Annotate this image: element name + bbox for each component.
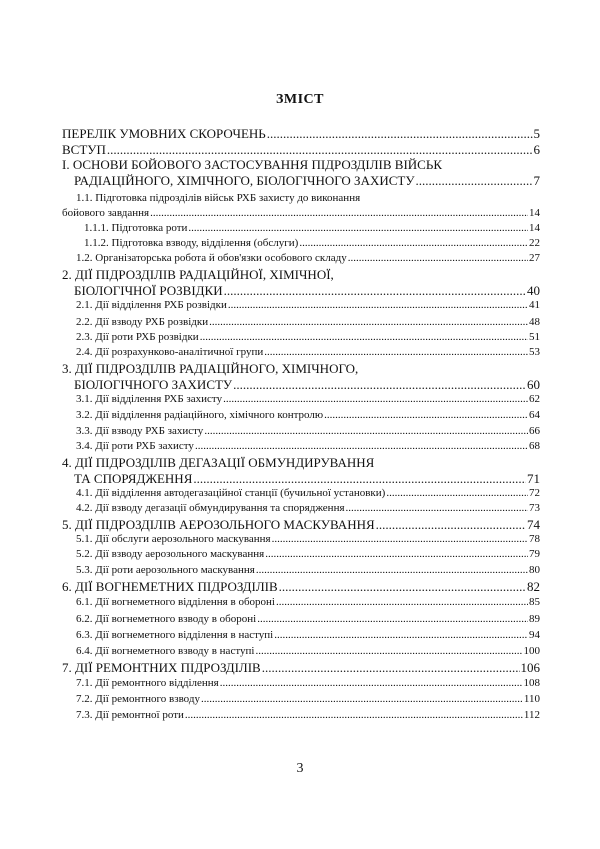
dot-leader (267, 126, 533, 142)
toc-entry-title: 1.1.2. Підготовка взводу, відділення (обслуги) (84, 237, 299, 249)
toc-entry-title: 6.1. Дії вогнеметного відділення в обороні (76, 596, 275, 608)
toc-entry (62, 331, 540, 345)
toc-entry-page: 106 (520, 660, 540, 675)
dot-leader (324, 409, 528, 421)
dot-leader (201, 693, 523, 705)
toc-entry (62, 629, 540, 643)
toc-entry-title: 7.3. Дії ремонтної роти (76, 709, 184, 721)
dot-leader (376, 517, 526, 533)
toc-entry-page: 62 (529, 393, 540, 405)
toc-entry (62, 252, 540, 266)
dot-leader (299, 237, 528, 249)
toc-entry-title: 2.2. Дії взводу РХБ розвідки (76, 316, 209, 328)
toc-entry (62, 596, 540, 610)
toc-entry-title: 3.4. Дії роти РХБ захисту (76, 440, 194, 452)
toc-entry-page: 14 (529, 207, 540, 219)
dot-leader (386, 487, 528, 499)
dot-leader (264, 346, 528, 358)
toc-entry-page: 89 (529, 613, 540, 625)
toc-entry (62, 316, 540, 330)
toc-entry-title: 5. ДІЇ ПІДРОЗДІЛІВ АЕРОЗОЛЬНОГО МАСКУВАННЯ (62, 517, 375, 532)
dot-leader (272, 533, 528, 545)
dot-leader (185, 709, 523, 721)
toc-entry (62, 393, 540, 407)
toc-entry (62, 346, 540, 360)
toc-entry-page: 73 (529, 502, 540, 514)
dot-leader (262, 660, 520, 676)
toc-entry (62, 693, 540, 707)
dot-leader (274, 629, 528, 641)
toc-entry-title: 6. ДІЇ ВОГНЕМЕТНИХ ПІДРОЗДІЛІВ (62, 579, 278, 594)
toc-entry (62, 142, 540, 156)
toc-entry (62, 237, 540, 251)
toc-entry (62, 517, 540, 531)
page-title: ЗМІСТ (276, 92, 324, 107)
toc-entry-page: 79 (529, 548, 540, 560)
toc-entry-page: 71 (527, 471, 540, 486)
toc-entry-page: 22 (529, 237, 540, 249)
toc-entry (62, 613, 540, 627)
dot-leader (416, 173, 533, 189)
dot-leader (228, 299, 528, 311)
toc-entry-title: 2.1. Дії відділення РХБ розвідки (76, 299, 227, 311)
toc-entry-title: 1.1.1. Підготовка роти (84, 222, 188, 234)
toc-entry-title: 6.4. Дії вогнеметного взводу в наступі (76, 645, 255, 657)
dot-leader (257, 613, 528, 625)
dot-leader (195, 440, 528, 452)
toc-entry-title: ВСТУП (62, 142, 106, 157)
toc-entry-title: 3.1. Дії відділення РХБ захисту (76, 393, 223, 405)
toc-entry (62, 564, 540, 578)
toc-entry-title: 3.3. Дії взводу РХБ захисту (76, 425, 204, 437)
dot-leader (255, 645, 522, 657)
toc-entry (62, 409, 540, 423)
toc-entry-title: 5.3. Дії роти аерозольного маскування (76, 564, 255, 576)
toc-entry (62, 173, 540, 187)
toc-entry (62, 677, 540, 691)
toc-entry-page: 60 (527, 377, 540, 392)
dot-leader (188, 222, 528, 234)
toc-entry (62, 645, 540, 659)
toc-entry (62, 283, 540, 297)
toc-entry (62, 126, 540, 140)
toc-entry-page: 66 (529, 425, 540, 437)
toc-entry-title: 6.3. Дії вогнеметного відділення в наступі (76, 629, 274, 641)
dot-leader (150, 207, 528, 219)
dot-leader (224, 283, 526, 299)
toc-entry-title: 5.2. Дії взводу аерозольного маскування (76, 548, 265, 560)
toc-entry-title: 6.2. Дії вогнеметного взводу в обороні (76, 613, 257, 625)
toc-entry-page: 78 (529, 533, 540, 545)
toc-entry-title-line1: 1.1. Підготовка підрозділів військ РХБ захисту до виконання (76, 192, 361, 204)
toc-entry-title: ТА СПОРЯДЖЕННЯ (74, 471, 193, 486)
toc-entry-page: 14 (529, 222, 540, 234)
toc-entry-title: ПЕРЕЛІК УМОВНИХ СКОРОЧЕНЬ (62, 126, 266, 141)
toc-entry (62, 471, 540, 485)
toc-entry-title-line1: 4. ДІЇ ПІДРОЗДІЛІВ ДЕГАЗАЦІЇ ОБМУНДИРУВАННЯ (62, 455, 375, 470)
toc-entry-title: 5.1. Дії обслуги аерозольного маскування (76, 533, 271, 545)
dot-leader (209, 316, 528, 328)
toc-entry (62, 299, 540, 313)
page-number: 3 (296, 761, 304, 776)
toc-entry (62, 502, 540, 516)
toc-entry-title: БІОЛОГІЧНОГО ЗАХИСТУ (74, 377, 233, 392)
dot-leader (346, 502, 528, 514)
toc-entry (62, 548, 540, 562)
dot-leader (233, 377, 526, 393)
toc-entry-page: 53 (529, 346, 540, 358)
toc-entry-page: 74 (527, 517, 540, 532)
dot-leader (220, 677, 523, 689)
dot-leader (256, 564, 528, 576)
toc-entry-page: 85 (529, 596, 540, 608)
toc-entry-page: 108 (523, 677, 540, 689)
toc-entry (62, 440, 540, 454)
dot-leader (107, 142, 533, 158)
toc-entry-title: бойового завдання (62, 207, 150, 219)
toc-entry-page: 112 (523, 709, 540, 721)
toc-entry-title: 7.1. Дії ремонтного відділення (76, 677, 219, 689)
toc-entry-page: 40 (527, 283, 540, 298)
toc-entry (62, 222, 540, 236)
dot-leader (276, 596, 528, 608)
toc-entry-title-line1: 3. ДІЇ ПІДРОЗДІЛІВ РАДІАЦІЙНОГО, ХІМІЧНОГО, (62, 361, 359, 376)
toc-entry-page: 64 (529, 409, 540, 421)
toc-entry (62, 709, 540, 723)
toc-entry-title: РАДІАЦІЙНОГО, ХІМІЧНОГО, БІОЛОГІЧНОГО ЗАХИСТУ (74, 173, 415, 188)
toc-entry-title: 2.4. Дії розрахунково-аналітичної групи (76, 346, 264, 358)
toc-entry-title: 7. ДІЇ РЕМОНТНИХ ПІДРОЗДІЛІВ (62, 660, 261, 675)
toc-entry-page: 7 (533, 173, 540, 188)
toc-entry-title: 4.2. Дії взводу дегазації обмундирування та спорядження (76, 502, 345, 514)
toc-entry-title: 3.2. Дії відділення радіаційного, хімічного контролю (76, 409, 324, 421)
dot-leader (200, 331, 528, 343)
toc-entry-page: 48 (529, 316, 540, 328)
toc-entry (62, 207, 540, 221)
toc-entry-title-line1: 2. ДІЇ ПІДРОЗДІЛІВ РАДІАЦІЙНОЇ, ХІМІЧНОЇ, (62, 267, 334, 282)
dot-leader (193, 471, 526, 487)
toc-entry (62, 660, 540, 674)
toc-entry (62, 425, 540, 439)
toc-entry-page: 82 (527, 579, 540, 594)
toc-entry-page: 110 (523, 693, 540, 705)
toc-entry-title: 4.1. Дії відділення автодегазаційної станції (бучильної установки) (76, 487, 386, 499)
dot-leader (204, 425, 528, 437)
toc-entry-page: 27 (529, 252, 540, 264)
toc-entry-title: БІОЛОГІЧНОЇ РОЗВІДКИ (74, 283, 223, 298)
toc-entry-page: 80 (529, 564, 540, 576)
toc-entry-title: 2.3. Дії роти РХБ розвідки (76, 331, 199, 343)
dot-leader (348, 252, 528, 264)
toc-entry-title: 1.2. Організаторська робота й обов'язки особового складу (76, 252, 347, 264)
toc-entry-page: 6 (533, 142, 540, 157)
toc-entry (62, 377, 540, 391)
toc-entry-page: 94 (529, 629, 540, 641)
toc-entry (62, 487, 540, 501)
toc-entry-page: 68 (529, 440, 540, 452)
dot-leader (223, 393, 528, 405)
dot-leader (279, 579, 526, 595)
toc-entry-page: 72 (529, 487, 540, 499)
toc-entry-title: 7.2. Дії ремонтного взводу (76, 693, 200, 705)
toc-entry (62, 579, 540, 593)
toc-entry-page: 100 (523, 645, 540, 657)
dot-leader (265, 548, 528, 560)
toc-entry-page: 51 (529, 331, 540, 343)
toc-entry-page: 41 (529, 299, 540, 311)
toc-entry-page: 5 (533, 126, 540, 141)
toc-entry-title-line1: І. ОСНОВИ БОЙОВОГО ЗАСТОСУВАННЯ ПІДРОЗДІЛІВ ВІЙСЬК (62, 157, 442, 172)
toc-entry (62, 533, 540, 547)
